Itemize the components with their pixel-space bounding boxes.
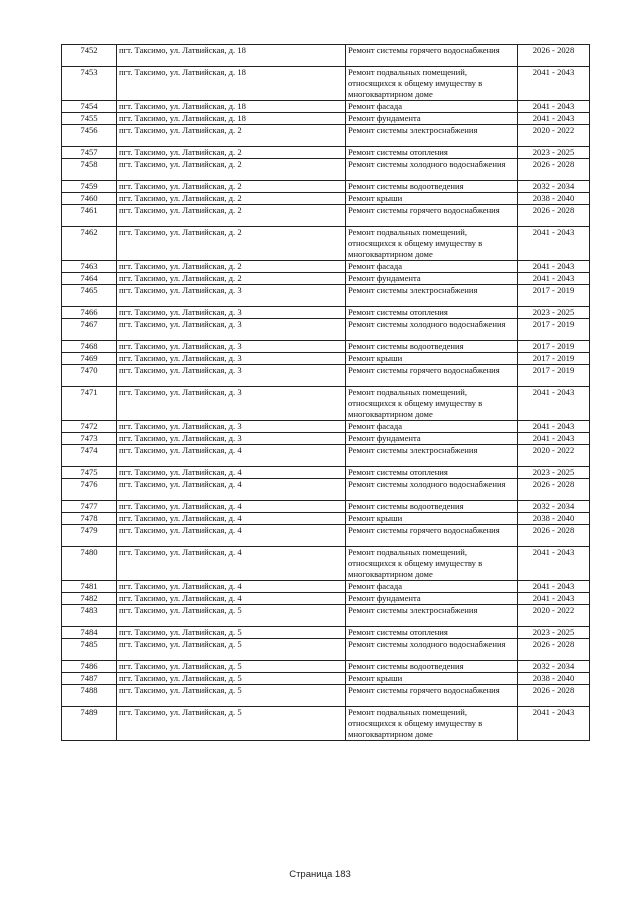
row-work-type: Ремонт крыши bbox=[346, 673, 518, 685]
row-number: 7485 bbox=[62, 639, 117, 661]
table-row bbox=[62, 307, 590, 319]
row-work-type: Ремонт подвальных помещений, относящихся к общему имуществу в многоквартирном доме bbox=[346, 227, 518, 261]
row-period: 2041 - 2043 bbox=[518, 433, 590, 445]
row-period: 2026 - 2028 bbox=[518, 159, 590, 181]
row-work-type: Ремонт системы горячего водоснабжения bbox=[346, 525, 518, 547]
row-address: пгт. Таксимо, ул. Латвийская, д. 5 bbox=[117, 707, 346, 741]
row-number: 7465 bbox=[62, 285, 117, 307]
row-period: 2041 - 2043 bbox=[518, 387, 590, 421]
row-period: 2017 - 2019 bbox=[518, 353, 590, 365]
table-row bbox=[62, 227, 590, 261]
row-work-type: Ремонт системы холодного водоснабжения bbox=[346, 319, 518, 341]
row-address: пгт. Таксимо, ул. Латвийская, д. 2 bbox=[117, 147, 346, 159]
row-number: 7487 bbox=[62, 673, 117, 685]
row-work-type: Ремонт системы водоотведения bbox=[346, 341, 518, 353]
row-address: пгт. Таксимо, ул. Латвийская, д. 3 bbox=[117, 285, 346, 307]
row-address: пгт. Таксимо, ул. Латвийская, д. 5 bbox=[117, 639, 346, 661]
row-address: пгт. Таксимо, ул. Латвийская, д. 5 bbox=[117, 685, 346, 707]
row-number: 7456 bbox=[62, 125, 117, 147]
table-row bbox=[62, 593, 590, 605]
row-period: 2041 - 2043 bbox=[518, 101, 590, 113]
row-work-type: Ремонт системы водоотведения bbox=[346, 181, 518, 193]
row-period: 2041 - 2043 bbox=[518, 261, 590, 273]
table-row bbox=[62, 547, 590, 581]
row-work-type: Ремонт фундамента bbox=[346, 433, 518, 445]
row-number: 7489 bbox=[62, 707, 117, 741]
row-address: пгт. Таксимо, ул. Латвийская, д. 4 bbox=[117, 525, 346, 547]
table-row bbox=[62, 365, 590, 387]
row-work-type: Ремонт системы электроснабжения bbox=[346, 285, 518, 307]
row-address: пгт. Таксимо, ул. Латвийская, д. 3 bbox=[117, 307, 346, 319]
row-work-type: Ремонт системы водоотведения bbox=[346, 661, 518, 673]
row-work-type: Ремонт системы горячего водоснабжения bbox=[346, 365, 518, 387]
row-work-type: Ремонт системы отопления bbox=[346, 307, 518, 319]
row-period: 2041 - 2043 bbox=[518, 421, 590, 433]
row-number: 7471 bbox=[62, 387, 117, 421]
row-period: 2041 - 2043 bbox=[518, 547, 590, 581]
row-period: 2041 - 2043 bbox=[518, 273, 590, 285]
row-work-type: Ремонт фасада bbox=[346, 581, 518, 593]
table-row bbox=[62, 501, 590, 513]
row-number: 7455 bbox=[62, 113, 117, 125]
row-work-type: Ремонт фасада bbox=[346, 421, 518, 433]
table-row bbox=[62, 181, 590, 193]
row-period: 2023 - 2025 bbox=[518, 467, 590, 479]
table-row bbox=[62, 273, 590, 285]
table-row bbox=[62, 421, 590, 433]
row-address: пгт. Таксимо, ул. Латвийская, д. 18 bbox=[117, 67, 346, 101]
row-address: пгт. Таксимо, ул. Латвийская, д. 2 bbox=[117, 125, 346, 147]
row-address: пгт. Таксимо, ул. Латвийская, д. 5 bbox=[117, 661, 346, 673]
row-address: пгт. Таксимо, ул. Латвийская, д. 4 bbox=[117, 513, 346, 525]
row-number: 7468 bbox=[62, 341, 117, 353]
row-address: пгт. Таксимо, ул. Латвийская, д. 2 bbox=[117, 159, 346, 181]
table-row bbox=[62, 67, 590, 101]
table-row bbox=[62, 45, 590, 67]
row-period: 2041 - 2043 bbox=[518, 581, 590, 593]
table-row bbox=[62, 125, 590, 147]
table-row bbox=[62, 341, 590, 353]
row-work-type: Ремонт крыши bbox=[346, 353, 518, 365]
row-period: 2017 - 2019 bbox=[518, 365, 590, 387]
table-row bbox=[62, 387, 590, 421]
row-period: 2026 - 2028 bbox=[518, 685, 590, 707]
row-work-type: Ремонт системы горячего водоснабжения bbox=[346, 205, 518, 227]
row-period: 2023 - 2025 bbox=[518, 307, 590, 319]
row-number: 7462 bbox=[62, 227, 117, 261]
row-period: 2041 - 2043 bbox=[518, 707, 590, 741]
row-number: 7459 bbox=[62, 181, 117, 193]
table-row bbox=[62, 513, 590, 525]
row-period: 2026 - 2028 bbox=[518, 205, 590, 227]
row-work-type: Ремонт фундамента bbox=[346, 113, 518, 125]
table-row bbox=[62, 353, 590, 365]
row-address: пгт. Таксимо, ул. Латвийская, д. 5 bbox=[117, 673, 346, 685]
row-period: 2020 - 2022 bbox=[518, 125, 590, 147]
row-number: 7475 bbox=[62, 467, 117, 479]
table-row bbox=[62, 147, 590, 159]
row-work-type: Ремонт подвальных помещений, относящихся к общему имуществу в многоквартирном доме bbox=[346, 547, 518, 581]
row-work-type: Ремонт системы электроснабжения bbox=[346, 125, 518, 147]
table-row bbox=[62, 639, 590, 661]
table-row bbox=[62, 205, 590, 227]
row-work-type: Ремонт системы холодного водоснабжения bbox=[346, 639, 518, 661]
row-period: 2032 - 2034 bbox=[518, 501, 590, 513]
row-work-type: Ремонт системы холодного водоснабжения bbox=[346, 159, 518, 181]
row-number: 7474 bbox=[62, 445, 117, 467]
row-work-type: Ремонт системы водоотведения bbox=[346, 501, 518, 513]
table-row bbox=[62, 661, 590, 673]
row-number: 7482 bbox=[62, 593, 117, 605]
row-address: пгт. Таксимо, ул. Латвийская, д. 4 bbox=[117, 467, 346, 479]
row-number: 7457 bbox=[62, 147, 117, 159]
row-number: 7461 bbox=[62, 205, 117, 227]
table-row bbox=[62, 627, 590, 639]
table-row bbox=[62, 319, 590, 341]
row-number: 7452 bbox=[62, 45, 117, 67]
row-number: 7466 bbox=[62, 307, 117, 319]
table-row bbox=[62, 193, 590, 205]
row-period: 2038 - 2040 bbox=[518, 673, 590, 685]
row-number: 7480 bbox=[62, 547, 117, 581]
row-number: 7458 bbox=[62, 159, 117, 181]
row-work-type: Ремонт фасада bbox=[346, 101, 518, 113]
row-address: пгт. Таксимо, ул. Латвийская, д. 2 bbox=[117, 205, 346, 227]
row-address: пгт. Таксимо, ул. Латвийская, д. 5 bbox=[117, 605, 346, 627]
table-row bbox=[62, 261, 590, 273]
table-row bbox=[62, 707, 590, 741]
row-address: пгт. Таксимо, ул. Латвийская, д. 3 bbox=[117, 387, 346, 421]
row-work-type: Ремонт фундамента bbox=[346, 273, 518, 285]
row-period: 2038 - 2040 bbox=[518, 193, 590, 205]
table-row bbox=[62, 113, 590, 125]
row-number: 7472 bbox=[62, 421, 117, 433]
row-period: 2041 - 2043 bbox=[518, 227, 590, 261]
row-address: пгт. Таксимо, ул. Латвийская, д. 3 bbox=[117, 365, 346, 387]
row-work-type: Ремонт фундамента bbox=[346, 593, 518, 605]
row-number: 7453 bbox=[62, 67, 117, 101]
table-row bbox=[62, 479, 590, 501]
row-address: пгт. Таксимо, ул. Латвийская, д. 4 bbox=[117, 547, 346, 581]
row-address: пгт. Таксимо, ул. Латвийская, д. 18 bbox=[117, 45, 346, 67]
row-work-type: Ремонт системы электроснабжения bbox=[346, 605, 518, 627]
row-number: 7454 bbox=[62, 101, 117, 113]
row-number: 7467 bbox=[62, 319, 117, 341]
row-address: пгт. Таксимо, ул. Латвийская, д. 3 bbox=[117, 341, 346, 353]
row-work-type: Ремонт подвальных помещений, относящихся к общему имуществу в многоквартирном доме bbox=[346, 387, 518, 421]
row-address: пгт. Таксимо, ул. Латвийская, д. 2 bbox=[117, 227, 346, 261]
row-address: пгт. Таксимо, ул. Латвийская, д. 2 bbox=[117, 273, 346, 285]
row-number: 7483 bbox=[62, 605, 117, 627]
table-row bbox=[62, 685, 590, 707]
row-period: 2023 - 2025 bbox=[518, 627, 590, 639]
row-period: 2026 - 2028 bbox=[518, 479, 590, 501]
row-period: 2038 - 2040 bbox=[518, 513, 590, 525]
row-number: 7484 bbox=[62, 627, 117, 639]
row-period: 2017 - 2019 bbox=[518, 319, 590, 341]
row-period: 2020 - 2022 bbox=[518, 445, 590, 467]
row-period: 2017 - 2019 bbox=[518, 341, 590, 353]
row-period: 2017 - 2019 bbox=[518, 285, 590, 307]
row-period: 2032 - 2034 bbox=[518, 661, 590, 673]
table-body bbox=[62, 45, 590, 741]
row-number: 7463 bbox=[62, 261, 117, 273]
table-row bbox=[62, 159, 590, 181]
row-address: пгт. Таксимо, ул. Латвийская, д. 2 bbox=[117, 261, 346, 273]
row-work-type: Ремонт фасада bbox=[346, 261, 518, 273]
row-address: пгт. Таксимо, ул. Латвийская, д. 18 bbox=[117, 113, 346, 125]
row-number: 7488 bbox=[62, 685, 117, 707]
row-address: пгт. Таксимо, ул. Латвийская, д. 3 bbox=[117, 433, 346, 445]
row-number: 7469 bbox=[62, 353, 117, 365]
row-number: 7481 bbox=[62, 581, 117, 593]
row-period: 2041 - 2043 bbox=[518, 67, 590, 101]
table-row bbox=[62, 285, 590, 307]
table-row bbox=[62, 101, 590, 113]
row-work-type: Ремонт подвальных помещений, относящихся к общему имуществу в многоквартирном доме bbox=[346, 67, 518, 101]
row-work-type: Ремонт крыши bbox=[346, 193, 518, 205]
row-work-type: Ремонт системы холодного водоснабжения bbox=[346, 479, 518, 501]
row-number: 7486 bbox=[62, 661, 117, 673]
row-period: 2020 - 2022 bbox=[518, 605, 590, 627]
row-number: 7476 bbox=[62, 479, 117, 501]
row-address: пгт. Таксимо, ул. Латвийская, д. 2 bbox=[117, 193, 346, 205]
row-address: пгт. Таксимо, ул. Латвийская, д. 4 bbox=[117, 593, 346, 605]
table-row bbox=[62, 673, 590, 685]
repair-schedule-table bbox=[61, 44, 590, 741]
row-work-type: Ремонт системы отопления bbox=[346, 467, 518, 479]
row-address: пгт. Таксимо, ул. Латвийская, д. 5 bbox=[117, 627, 346, 639]
row-period: 2026 - 2028 bbox=[518, 45, 590, 67]
row-period: 2023 - 2025 bbox=[518, 147, 590, 159]
row-work-type: Ремонт системы отопления bbox=[346, 147, 518, 159]
row-address: пгт. Таксимо, ул. Латвийская, д. 4 bbox=[117, 501, 346, 513]
row-period: 2041 - 2043 bbox=[518, 593, 590, 605]
row-number: 7479 bbox=[62, 525, 117, 547]
row-period: 2032 - 2034 bbox=[518, 181, 590, 193]
table-row bbox=[62, 525, 590, 547]
row-number: 7460 bbox=[62, 193, 117, 205]
row-number: 7477 bbox=[62, 501, 117, 513]
row-address: пгт. Таксимо, ул. Латвийская, д. 4 bbox=[117, 479, 346, 501]
row-number: 7470 bbox=[62, 365, 117, 387]
row-period: 2041 - 2043 bbox=[518, 113, 590, 125]
page-number: Страница 183 bbox=[289, 869, 351, 880]
table-row bbox=[62, 467, 590, 479]
row-period: 2026 - 2028 bbox=[518, 525, 590, 547]
row-address: пгт. Таксимо, ул. Латвийская, д. 3 bbox=[117, 353, 346, 365]
row-number: 7464 bbox=[62, 273, 117, 285]
row-work-type: Ремонт системы горячего водоснабжения bbox=[346, 685, 518, 707]
row-address: пгт. Таксимо, ул. Латвийская, д. 4 bbox=[117, 581, 346, 593]
row-number: 7478 bbox=[62, 513, 117, 525]
row-address: пгт. Таксимо, ул. Латвийская, д. 18 bbox=[117, 101, 346, 113]
row-work-type: Ремонт крыши bbox=[346, 513, 518, 525]
row-work-type: Ремонт системы отопления bbox=[346, 627, 518, 639]
row-address: пгт. Таксимо, ул. Латвийская, д. 2 bbox=[117, 181, 346, 193]
row-period: 2026 - 2028 bbox=[518, 639, 590, 661]
table-row bbox=[62, 433, 590, 445]
row-address: пгт. Таксимо, ул. Латвийская, д. 4 bbox=[117, 445, 346, 467]
table-row bbox=[62, 581, 590, 593]
row-address: пгт. Таксимо, ул. Латвийская, д. 3 bbox=[117, 319, 346, 341]
row-work-type: Ремонт подвальных помещений, относящихся к общему имуществу в многоквартирном доме bbox=[346, 707, 518, 741]
table-row bbox=[62, 445, 590, 467]
row-work-type: Ремонт системы электроснабжения bbox=[346, 445, 518, 467]
table-row bbox=[62, 605, 590, 627]
row-address: пгт. Таксимо, ул. Латвийская, д. 3 bbox=[117, 421, 346, 433]
row-work-type: Ремонт системы горячего водоснабжения bbox=[346, 45, 518, 67]
row-number: 7473 bbox=[62, 433, 117, 445]
